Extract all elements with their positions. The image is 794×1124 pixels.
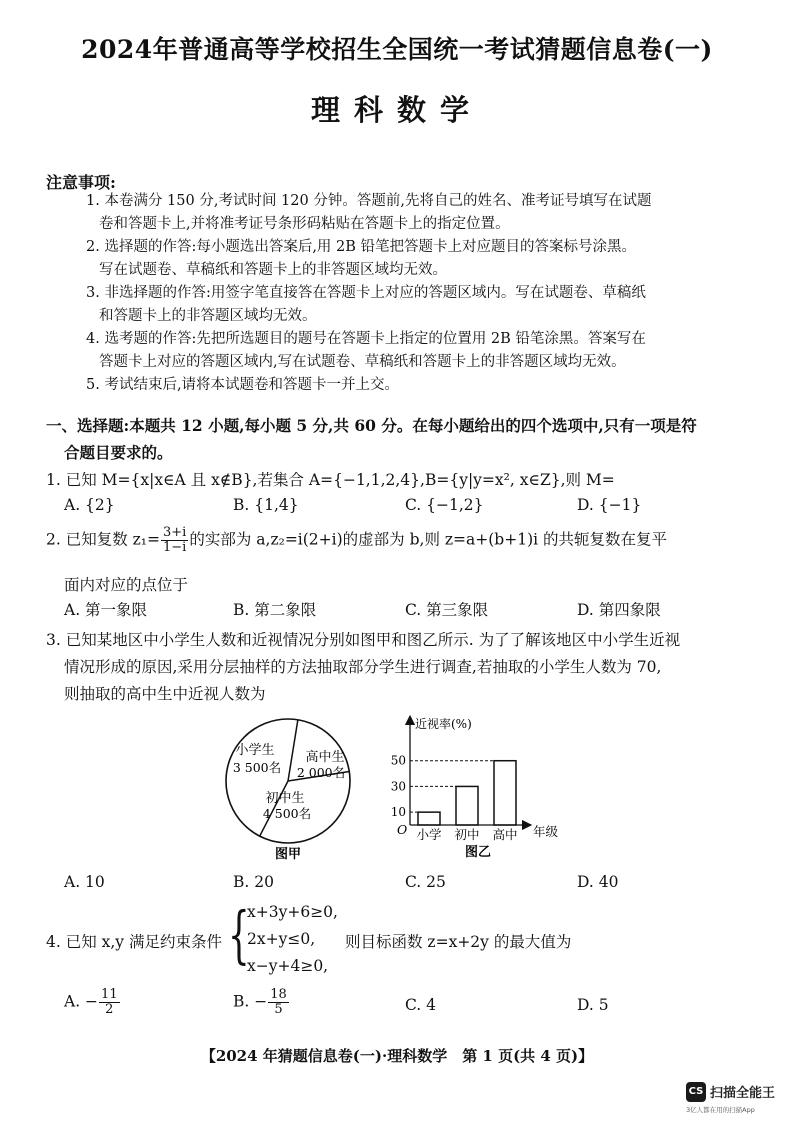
question-2-stem [46,526,667,555]
pie-chart [215,706,375,866]
q2-fraction [161,526,188,555]
q4-option-a-frac [99,988,120,1017]
pie-label-middle: 初中生 [265,791,305,806]
frac-den: 2 [105,1002,114,1017]
pie-value-middle: 4 500名 [262,806,312,821]
q1-option-c: C. {−1,2} [405,496,484,514]
notice-line: 3. 非选择题的作答:用签字笔直接答在答题卡上对应的答题区域内。写在试题卷、草稿纸 [86,285,646,301]
x-tick-label: 高中 [492,827,518,842]
frac-num: 11 [101,987,118,1002]
camscanner-name: 扫描全能王 [710,1086,776,1101]
camscanner-slogan: 3亿人都在用的扫描App [686,1106,755,1114]
notice-line: 2. 选择题的作答:每小题选出答案后,用 2B 铅笔把答题卡上对应题目的答案标号涂黑。 [86,239,637,255]
q4-option-a [64,988,121,1017]
x-axis-label: 年级 [533,824,559,839]
question-4-stem-pre: 4. 已知 x,y 满足约束条件 [46,933,222,951]
question-3-stem-cont: 则抽取的高中生中近视人数为 [64,685,266,703]
q2-option-a: A. 第一象限 [64,601,148,619]
question-3-stem-cont: 情况形成的原因,采用分层抽样的方法抽取部分学生进行调查,若抽取的小学生人数为 70, [64,658,662,676]
q3-option-c: C. 25 [405,873,446,891]
q2-option-c: C. 第三象限 [405,601,489,619]
page-footer: 【2024 年猜题信息卷(一)·理科数学 第 1 页(共 4 页)】 [200,1047,594,1065]
question-2-stem-cont: 面内对应的点位于 [64,576,189,594]
notice-line: 写在试题卷、草稿纸和答题卡上的非答题区域均无效。 [99,262,447,278]
q4-option-c: C. 4 [405,996,437,1014]
question-3-stem: 3. 已知某地区中小学生人数和近视情况分别如图甲和图乙所示. 为了了解该地区中小学生近视 [46,631,681,649]
q2-stem-post: 的实部为 a,z₂=i(2+i)的虚部为 b,则 z=a+(b+1)i 的共轭复数在复平 [189,530,667,549]
y-axis-label: 近视率(%) [415,717,472,731]
bar-0 [418,812,440,825]
q3-option-b: B. 20 [233,873,274,891]
q3-option-d: D. 40 [577,873,619,891]
bar-caption: 图乙 [464,845,492,860]
notice-line: 和答题卡上的非答题区域均无效。 [99,308,317,324]
notice-line: 1. 本卷满分 150 分,考试时间 120 分钟。答题前,先将自己的姓名、准考证号填写在试题 [86,193,652,209]
q2-frac-num: 3+i [163,525,187,540]
x-tick-label: 初中 [454,827,480,842]
y-tick-label: 50 [390,753,406,768]
y-tick-label: 30 [390,779,406,794]
pie-value-primary: 3 500名 [232,760,282,775]
q4-option-a-label: A. − [64,992,99,1011]
x-tick-label: 小学 [416,827,442,842]
constraint-1: x+3y+6≥0, [247,903,338,921]
bar-2 [494,761,516,825]
constraint-3: x−y+4≥0, [247,957,329,975]
question-4-stem-post: 则目标函数 z=x+2y 的最大值为 [345,933,572,951]
bar-1 [456,786,478,825]
q4-option-b [233,988,290,1017]
q4-option-b-frac [268,988,289,1017]
q2-option-d: D. 第四象限 [577,601,661,619]
q4-option-d: D. 5 [577,996,609,1014]
q2-frac-den: 1−i [163,540,187,555]
q1-option-a: A. {2} [64,496,115,514]
pie-caption: 图甲 [274,847,302,862]
notice-heading: 注意事项: [46,173,116,192]
origin-label: O [397,822,408,837]
pie-label-primary: 小学生 [235,743,275,758]
subject-title: 理科数学 [310,93,483,127]
section-heading: 一、选择题:本题共 12 小题,每小题 5 分,共 60 分。在每小题给出的四个选项中,只有一项是符 [46,416,697,435]
exam-title: 2024年普通高等学校招生全国统一考试猜题信息卷(一) [81,35,713,64]
notice-line: 4. 选考题的作答:先把所选题目的题号在答题卡上指定的位置用 2B 铅笔涂黑。答案写在 [86,331,646,347]
frac-den: 5 [274,1002,283,1017]
frac-num: 18 [270,987,287,1002]
bar-chart [385,710,585,860]
q2-stem-pre: 2. 已知复数 z₁= [46,530,161,549]
camscanner-logo-icon: CS [686,1082,706,1102]
q1-option-d: D. {−1} [577,496,642,514]
constraint-2: 2x+y≤0, [247,930,316,948]
q1-option-b: B. {1,4} [233,496,299,514]
notice-line: 5. 考试结束后,请将本试题卷和答题卡一并上交。 [86,377,400,393]
question-1-stem: 1. 已知 M={x|x∈A 且 x∉B},若集合 A={−1,1,2,4},B={y|y=x², x∈Z},则 M= [46,471,615,489]
q3-option-a: A. 10 [64,873,105,891]
y-tick-label: 10 [390,805,406,820]
q2-option-b: B. 第二象限 [233,601,317,619]
pie-label-high: 高中生 [305,750,345,765]
notice-line: 答题卡上对应的答题区域内,写在试题卷、草稿纸和答题卡上的非答题区域均无效。 [99,354,626,370]
q4-option-b-label: B. − [233,992,268,1011]
section-heading-cont: 合题目要求的。 [64,443,173,462]
system-brace: { [228,898,250,971]
notice-line: 卷和答题卡上,并将准考证号条形码粘贴在答题卡上的指定位置。 [99,216,510,232]
pie-value-high: 2 000名 [296,765,346,780]
